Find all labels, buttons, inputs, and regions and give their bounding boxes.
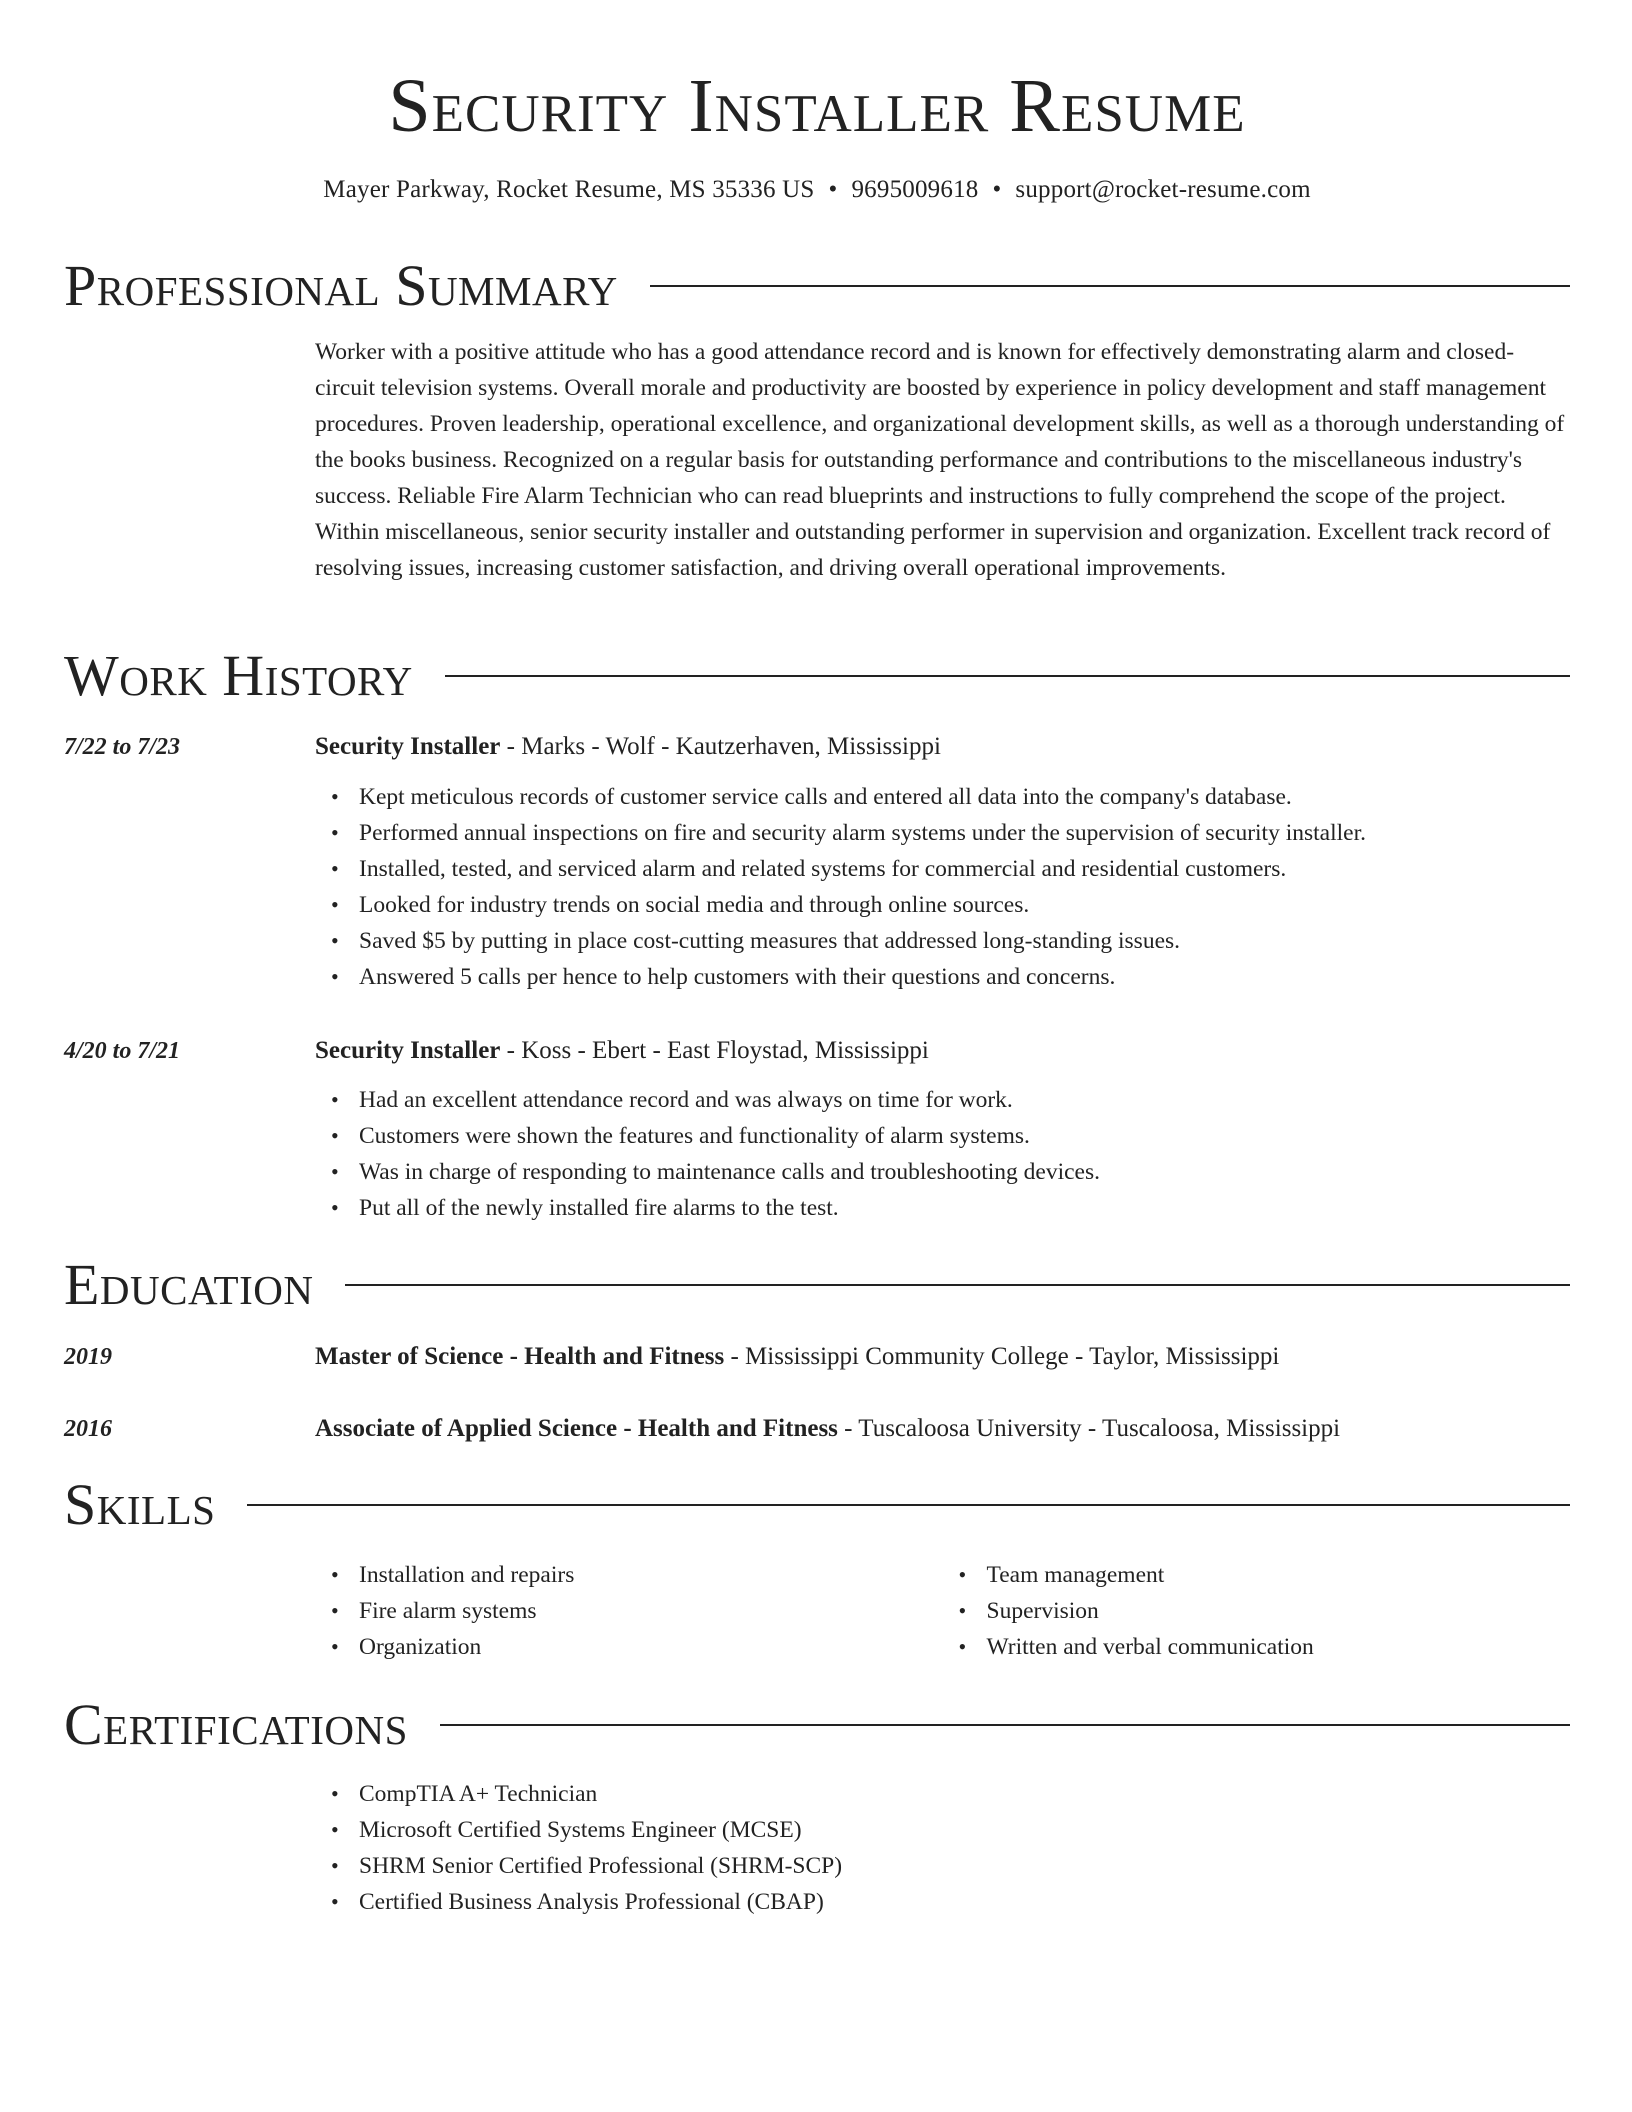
section-title-work-history: Work History <box>64 643 413 708</box>
skill-item: • Organization <box>359 1629 943 1665</box>
job-duties <box>315 779 1570 995</box>
education-heading <box>315 1341 1570 1373</box>
section-header-certifications <box>64 1693 1570 1757</box>
section-header-summary <box>64 254 1570 318</box>
section-divider <box>440 1724 1570 1726</box>
job-duty: • Performed annual inspections on fire and security alarm systems under the supervision of security installer. <box>359 815 1570 851</box>
job-employer: - Marks - Wolf - Kautzerhaven, Mississippi <box>500 733 941 760</box>
job-title: Security Installer <box>315 733 501 760</box>
contact-separator: • <box>992 176 1002 203</box>
job-title: Security Installer <box>315 1037 501 1064</box>
education-year: 2019 <box>64 1344 112 1370</box>
section-header-education <box>64 1253 1570 1317</box>
contact-separator: • <box>828 176 838 203</box>
certification-item: • Microsoft Certified Systems Engineer (MCSE) <box>359 1812 1570 1848</box>
job-duty: • Had an excellent attendance record and was always on time for work. <box>359 1082 1570 1118</box>
section-header-skills <box>64 1473 1570 1537</box>
section-header-work-history <box>64 644 1570 708</box>
education-heading <box>315 1413 1570 1445</box>
job-duty: • Looked for industry trends on social media and through online sources. <box>359 887 1570 923</box>
skills-list-left <box>315 1557 943 1665</box>
contact-email: support@rocket-resume.com <box>1015 176 1311 203</box>
job-duty: • Customers were shown the features and functionality of alarm systems. <box>359 1118 1570 1154</box>
section-title-summary: Professional Summary <box>64 253 618 318</box>
education-degree: Associate of Applied Science - Health and Fitness <box>315 1415 838 1442</box>
job-dates: 7/22 to 7/23 <box>64 734 181 760</box>
section-title-education: Education <box>64 1252 314 1317</box>
contact-address: Mayer Parkway, Rocket Resume, MS 35336 US <box>323 176 815 203</box>
job-duty: • Installed, tested, and serviced alarm and related systems for commercial and residential customers. <box>359 851 1570 887</box>
education-school: - Tuscaloosa University - Tuscaloosa, Mississippi <box>837 1415 1341 1442</box>
contact-line <box>64 174 1570 206</box>
section-title-certifications: Certifications <box>64 1692 408 1757</box>
skill-item: • Fire alarm systems <box>359 1593 943 1629</box>
resume-page <box>64 0 1570 1915</box>
resume-title: Security Installer Resume <box>388 64 1246 148</box>
skill-item: • Installation and repairs <box>359 1557 943 1593</box>
section-divider <box>247 1504 1570 1506</box>
education-degree: Master of Science - Health and Fitness <box>315 1343 725 1370</box>
job-duty: • Kept meticulous records of customer service calls and entered all data into the company's database. <box>359 779 1570 815</box>
skills-list-right <box>943 1557 1571 1665</box>
education-school: - Mississippi Community College - Taylor, Mississippi <box>724 1343 1280 1370</box>
job-heading <box>315 731 1570 763</box>
certification-item: • CompTIA A+ Technician <box>359 1776 1570 1812</box>
section-divider <box>445 675 1570 677</box>
job-dates: 4/20 to 7/21 <box>64 1038 181 1064</box>
education-year: 2016 <box>64 1416 112 1442</box>
section-divider <box>650 285 1570 287</box>
summary-text: Worker with a positive attitude who has a good attendance record and is known for effectively demonstrating alarm and closed-circuit television systems. Overall morale and productivity are boosted by experience in policy development and staff management procedures. Proven leadership, operational excellence, and organizational development skills, as well as a thorough understanding of the books business. Recognized on a regular basis for outstanding performance and contributions to the miscellaneous industry's success. Reliable Fire Alarm Technician who can read blueprints and instructions to fully comprehend the scope of the project. Within miscellaneous, senior security installer and outstanding performer in supervision and organization. Excellent track record of resolving issues, increasing customer satisfaction, and driving overall operational improvements. <box>315 339 1565 581</box>
job-duty: • Was in charge of responding to maintenance calls and troubleshooting devices. <box>359 1154 1570 1190</box>
job-duty: • Saved $5 by putting in place cost-cutting measures that addressed long-standing issues. <box>359 923 1570 959</box>
job-duties <box>315 1082 1570 1226</box>
job-employer: - Koss - Ebert - East Floystad, Mississippi <box>500 1037 929 1064</box>
skill-item: • Supervision <box>987 1593 1571 1629</box>
section-title-skills: Skills <box>64 1472 216 1537</box>
section-divider <box>345 1284 1570 1286</box>
job-heading <box>315 1035 1570 1067</box>
contact-phone: 9695009618 <box>851 176 979 203</box>
certification-item: • Certified Business Analysis Professional (CBAP) <box>359 1884 1570 1920</box>
certification-item: • SHRM Senior Certified Professional (SHRM-SCP) <box>359 1848 1570 1884</box>
job-duty: • Put all of the newly installed fire alarms to the test. <box>359 1190 1570 1226</box>
job-duty: • Answered 5 calls per hence to help customers with their questions and concerns. <box>359 959 1570 995</box>
skill-item: • Team management <box>987 1557 1571 1593</box>
skills-grid <box>315 1557 1570 1665</box>
skill-item: • Written and verbal communication <box>987 1629 1571 1665</box>
certifications-list <box>315 1776 1570 1920</box>
